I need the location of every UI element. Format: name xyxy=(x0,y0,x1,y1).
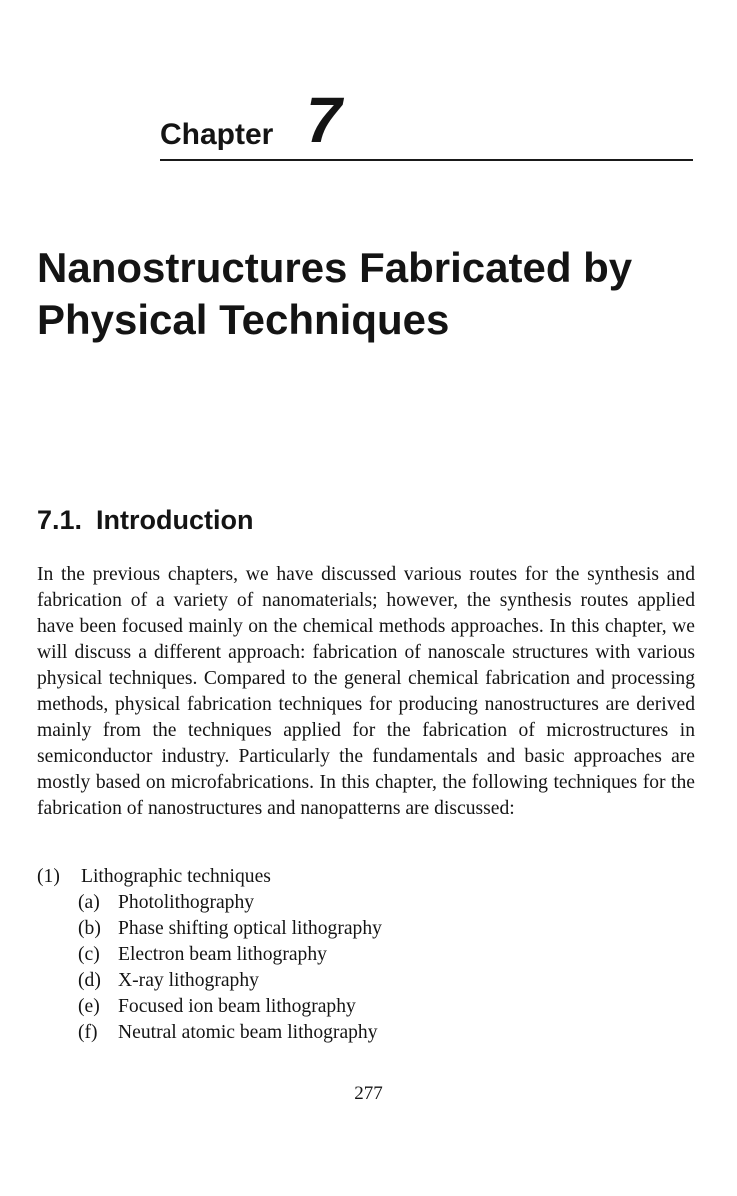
sub-list-item xyxy=(37,890,695,916)
chapter-rule xyxy=(160,159,693,161)
sub-list-marker: (a) xyxy=(78,892,100,913)
list-item xyxy=(37,864,695,890)
sub-list-marker: (b) xyxy=(78,918,101,939)
intro-paragraph: In the previous chapters, we have discussed various routes for the synthesis and fabrication of a variety of nanomaterials; however, the synthesis routes applied have been focused mainly on the chemical methods approaches. In this chapter, we will discuss a different approach: fabrication of nanoscale structures with various physical techniques. Compared to the general chemical fabrication and processing methods, physical fabrication techniques for producing nanostructures are derived mainly from the techniques applied for the fabrication of microstructures in semiconductor industry. Particularly the fundamentals and basic approaches are mostly based on microfabrications. In this chapter, the following techniques for the fabrication of nanostructures and nanopatterns are discussed: xyxy=(37,564,695,819)
sub-list-item xyxy=(37,968,695,994)
list-text: Lithographic techniques xyxy=(81,866,271,887)
section-number: 7.1. xyxy=(37,505,83,535)
chapter-title-line-1: Nanostructures Fabricated by xyxy=(37,244,633,291)
sub-list-marker: (c) xyxy=(78,944,100,965)
sub-list-text: Electron beam lithography xyxy=(118,944,327,965)
chapter-title-line-2: Physical Techniques xyxy=(37,296,450,343)
section-title: Introduction xyxy=(96,505,254,535)
list-marker: (1) xyxy=(37,866,60,887)
chapter-header xyxy=(160,84,693,164)
chapter-label: Chapter xyxy=(160,118,274,151)
sub-list-marker: (d) xyxy=(78,970,101,991)
sub-list-marker: (e) xyxy=(78,996,100,1017)
sub-list-item xyxy=(37,994,695,1020)
technique-list xyxy=(37,864,695,1046)
sub-list-item xyxy=(37,1020,695,1046)
sub-list-text: Photolithography xyxy=(118,892,255,913)
page-number: 277 xyxy=(354,1083,383,1104)
sub-list-text: Phase shifting optical lithography xyxy=(118,918,382,939)
chapter-title xyxy=(37,242,717,346)
sub-list-text: Neutral atomic beam lithography xyxy=(118,1022,378,1043)
sub-list-item xyxy=(37,942,695,968)
sub-list-item xyxy=(37,916,695,942)
sub-list-text: X-ray lithography xyxy=(118,970,259,991)
chapter-number: 7 xyxy=(306,84,342,156)
sub-list-marker: (f) xyxy=(78,1022,98,1043)
section-heading xyxy=(37,503,254,537)
sub-list-text: Focused ion beam lithography xyxy=(118,996,356,1017)
